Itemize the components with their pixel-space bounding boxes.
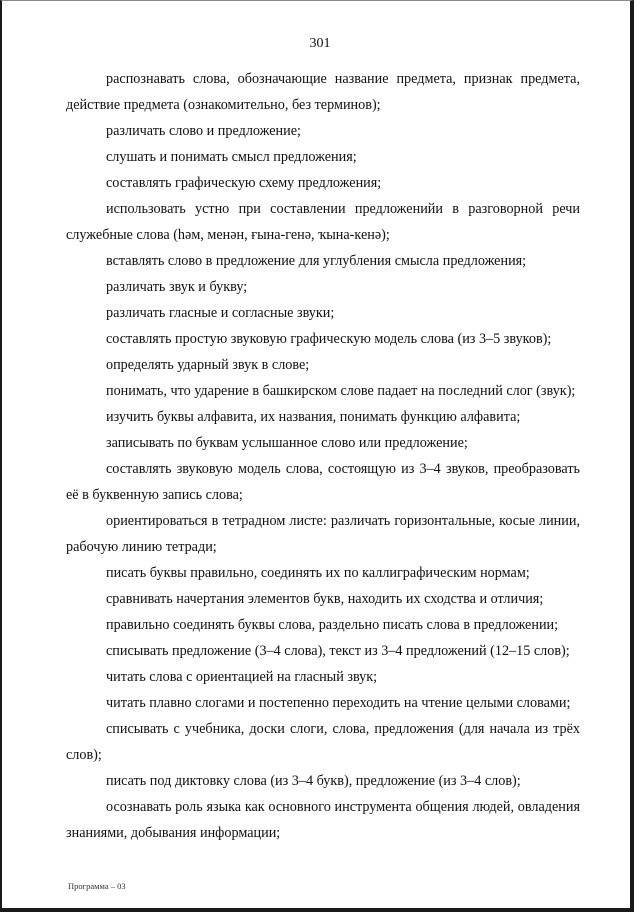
paragraph: списывать предложение (3–4 слова), текст из 3–4 предложений (12–15 слов); bbox=[106, 643, 570, 659]
paragraph: составлять простую звуковую графическую модель слова (из 3–5 звуков); bbox=[106, 331, 552, 347]
paragraph: вставлять слово в предложение для углубления смысла предложения; bbox=[106, 253, 527, 269]
paragraph: составлять графическую схему предложения; bbox=[106, 175, 382, 191]
paragraph: сравнивать начертания элементов букв, находить их сходства и отличия; bbox=[106, 591, 544, 607]
paragraph: изучить буквы алфавита, их названия, понимать функцию алфавита; bbox=[106, 409, 521, 425]
paragraph: слушать и понимать смысл предложения; bbox=[106, 149, 357, 165]
paragraph: использовать устно при составлении предложенийи в разговорной речи служебные слова (һәм, менән, ғына-генә, ҡына-кенә); bbox=[66, 201, 580, 243]
paragraph: списывать с учебника, доски слоги, слова, предложения (для начала из трёх слов); bbox=[66, 721, 580, 763]
document-body bbox=[66, 66, 580, 846]
paragraph: распознавать слова, обозначающие название предмета, признак предмета, действие предмета (ознакомительно, без терминов); bbox=[66, 71, 580, 113]
paragraph: различать гласные и согласные звуки; bbox=[106, 305, 335, 321]
paragraph: различать слово и предложение; bbox=[106, 123, 301, 139]
paragraph: осознавать роль языка как основного инструмента общения людей, овладения знаниями, добывания информации; bbox=[66, 799, 580, 841]
paragraph: писать буквы правильно, соединять их по каллиграфическим нормам; bbox=[106, 565, 530, 581]
paragraph: различать звук и букву; bbox=[106, 279, 248, 295]
paragraph: понимать, что ударение в башкирском слове падает на последний слог (звук); bbox=[106, 383, 576, 399]
paragraph: читать плавно слогами и постепенно переходить на чтение целыми словами; bbox=[106, 695, 571, 711]
paragraph: ориентироваться в тетрадном листе: различать горизонтальные, косые линии, рабочую линию тетради; bbox=[66, 513, 580, 555]
paragraph: читать слова с ориентацией на гласный звук; bbox=[106, 669, 378, 685]
paragraph: составлять звуковую модель слова, состоящую из 3–4 звуков, преобразовать её в буквенную запись слова; bbox=[66, 461, 580, 503]
paragraph: записывать по буквам услышанное слово или предложение; bbox=[106, 435, 468, 451]
page-number: 301 bbox=[309, 36, 331, 51]
paragraph: писать под диктовку слова (из 3–4 букв), предложение (из 3–4 слов); bbox=[106, 773, 521, 789]
paragraph: правильно соединять буквы слова, раздельно писать слова в предложении; bbox=[106, 617, 559, 633]
page-footer: Программа – 03 bbox=[68, 881, 126, 891]
paragraph: определять ударный звук в слове; bbox=[106, 357, 310, 373]
